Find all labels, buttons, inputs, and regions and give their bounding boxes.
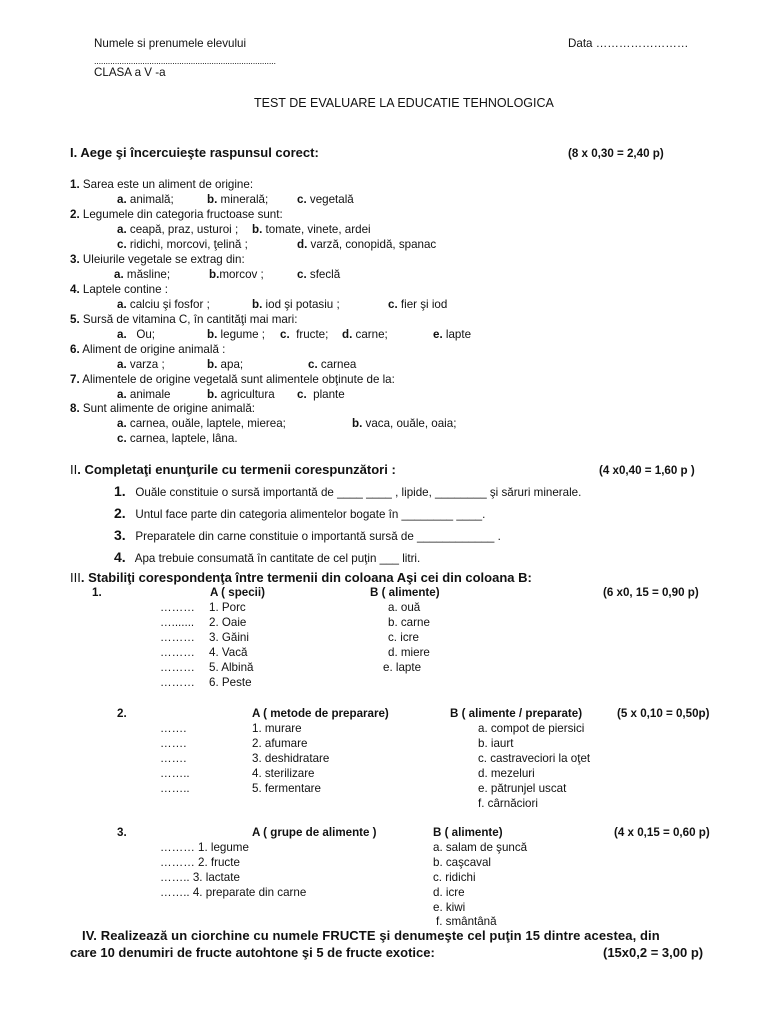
match-2-points: (5 x 0,10 = 0,50p) xyxy=(617,707,710,720)
question-7: 7. Alimentele de origine vegetală sunt alimentele obţinute de la: xyxy=(70,373,395,386)
q1-option-c: c. vegetală xyxy=(297,193,354,206)
match-1-a-item: 3. Găini xyxy=(209,631,249,644)
match-3-b-item: a. salam de şuncă xyxy=(433,841,528,854)
match-1-a-item: 2. Oaie xyxy=(209,616,247,629)
q6-option-c: c. carnea xyxy=(308,358,357,371)
q5-option-e: e. lapte xyxy=(433,328,472,341)
q7-option-c: c. plante xyxy=(297,388,345,401)
q2-option-b: b. tomate, vinete, ardei xyxy=(252,223,371,236)
question-1: 1. Sarea este un aliment de origine: xyxy=(70,178,254,191)
section-1-points: (8 x 0,30 = 2,40 p) xyxy=(568,147,664,160)
match-2-a-item: 4. sterilizare xyxy=(252,767,315,780)
q8-option-b: b. vaca, ouăle, oaia; xyxy=(352,417,457,430)
q4-option-a: a. calciu şi fosfor ; xyxy=(117,298,210,311)
q3-option-b: b.morcov ; xyxy=(209,268,264,281)
q2-option-c: c. ridichi, morcovi, ţelină ; xyxy=(117,238,248,251)
match-3-a-item: ……… 2. fructe xyxy=(160,856,240,869)
q4-option-b: b. iod şi potasiu ; xyxy=(252,298,340,311)
match-1-a-item: 5. Albină xyxy=(209,661,254,674)
q6-option-b: b. apa; xyxy=(207,358,244,371)
q8-option-c: c. carnea, laptele, lâna. xyxy=(117,432,238,445)
section-1-heading: I. Aege şi încercuieşte raspunsul corect: xyxy=(70,145,319,160)
q4-option-c: c. fier şi iod xyxy=(388,298,448,311)
match-1-b-item: b. carne xyxy=(388,616,430,629)
q5-option-c: c. fructe; xyxy=(280,328,329,341)
q5-option-a: a. Ou; xyxy=(117,328,156,341)
section-3-heading: III. Stabiliţi corespondenţa între termenii din coloana Aşi cei din coloana B: xyxy=(70,570,532,585)
match-2-blank: ……. xyxy=(160,752,187,765)
match-1-b-item: d. miere xyxy=(388,646,430,659)
match-3-points: (4 x 0,15 = 0,60 p) xyxy=(614,826,710,839)
name-dotted-line: ............................................................................... xyxy=(94,56,276,66)
q2-option-a: a. ceapă, praz, usturoi ; xyxy=(117,223,239,236)
match-1-points: (6 x0, 15 = 0,90 p) xyxy=(603,586,699,599)
match-2-number: 2. xyxy=(117,707,127,720)
question-6: 6. Aliment de origine animală : xyxy=(70,343,226,356)
match-2-blank: …….. xyxy=(160,767,190,780)
fill-item-1: 1. Ouăle constituie o sursă importantă de ____ ____ , lipide, ________ şi săruri minerale. xyxy=(114,483,582,499)
match-2-b-item: b. iaurt xyxy=(478,737,514,750)
match-2-blank: …….. xyxy=(160,782,190,795)
fill-item-4: 4. Apa trebuie consumată în cantitate de cel puţin ___ litri. xyxy=(114,549,421,565)
match-3-b-item: c. ridichi xyxy=(433,871,476,884)
section-4-line-2: care 10 denumiri de fructe autohtone şi 5 de fructe exotice: xyxy=(70,945,435,960)
match-1-blank: ……… xyxy=(160,646,195,659)
page-title: TEST DE EVALUARE LA EDUCATIE TEHNOLOGICA xyxy=(254,96,554,110)
class-label: CLASA a V -a xyxy=(94,66,166,79)
q8-option-a: a. carnea, ouăle, laptele, mierea; xyxy=(117,417,286,430)
question-4: 4. Laptele contine : xyxy=(70,283,168,296)
match-2-a-item: 2. afumare xyxy=(252,737,308,750)
date-label: Data …………………… xyxy=(568,37,689,50)
match-2-col-b-header: B ( alimente / preparate) xyxy=(450,707,583,720)
section-2-heading: II. Completaţi enunţurile cu termenii corespunzători : xyxy=(70,462,396,477)
q6-option-a: a. varza ; xyxy=(117,358,165,371)
match-3-b-item: b. caşcaval xyxy=(433,856,491,869)
match-3-b-item: e. kiwi xyxy=(433,901,466,914)
question-2: 2. Legumele din categoria fructoase sunt: xyxy=(70,208,283,221)
match-2-col-a-header: A ( metode de preparare) xyxy=(252,707,389,720)
section-4-points: (15x0,2 = 3,00 p) xyxy=(603,945,704,960)
fill-item-3: 3. Preparatele din carne constituie o importantă sursă de ____________ . xyxy=(114,527,501,543)
q2-option-d: d. varză, conopidă, spanac xyxy=(297,238,437,251)
match-2-b-item: c. castraveciori la oţet xyxy=(478,752,591,765)
match-3-b-item: f. smântână xyxy=(436,915,497,928)
q5-option-b: b. legume ; xyxy=(207,328,266,341)
match-1-a-item: 1. Porc xyxy=(209,601,246,614)
match-1-b-item: c. icre xyxy=(388,631,419,644)
match-1-blank: …....... xyxy=(160,616,195,629)
match-3-a-item: …….. 3. lactate xyxy=(160,871,240,884)
q3-option-a: a. măsline; xyxy=(114,268,171,281)
q7-option-b: b. agricultura xyxy=(207,388,275,401)
q7-option-a: a. animale xyxy=(117,388,171,401)
question-3: 3. Uleiurile vegetale se extrag din: xyxy=(70,253,245,266)
match-1-a-item: 6. Peste xyxy=(209,676,252,689)
match-1-blank: ……… xyxy=(160,661,195,674)
question-5: 5. Sursă de vitamina C, în cantităţi mai mari: xyxy=(70,313,298,326)
match-2-a-item: 1. murare xyxy=(252,722,302,735)
section-2-points: (4 x0,40 = 1,60 p ) xyxy=(599,464,695,477)
student-name-label: Numele si prenumele elevului xyxy=(94,37,247,50)
match-2-b-item: d. mezeluri xyxy=(478,767,535,780)
match-3-number: 3. xyxy=(117,826,127,839)
match-1-blank: ……… xyxy=(160,631,195,644)
question-8: 8. Sunt alimente de origine animală: xyxy=(70,402,255,415)
match-2-b-item: f. cârnăciori xyxy=(478,797,538,810)
match-2-blank: ……. xyxy=(160,722,187,735)
match-2-blank: ……. xyxy=(160,737,187,750)
match-2-a-item: 3. deshidratare xyxy=(252,752,330,765)
match-3-b-item: d. icre xyxy=(433,886,465,899)
match-3-a-item: ……… 1. legume xyxy=(160,841,249,854)
match-3-a-item: …….. 4. preparate din carne xyxy=(160,886,307,899)
section-4-line-1: IV. Realizează un ciorchine cu numele FRUCTE şi denumeşte cel puţin 15 dintre acestea, din xyxy=(82,928,660,943)
match-3-col-b-header: B ( alimente) xyxy=(433,826,503,839)
match-1-blank: ……… xyxy=(160,676,195,689)
match-1-a-item: 4. Vacă xyxy=(209,646,248,659)
q1-option-a: a. animală; xyxy=(117,193,174,206)
match-3-col-a-header: A ( grupe de alimente ) xyxy=(252,826,377,839)
q3-option-c: c. sfeclă xyxy=(297,268,341,281)
match-2-b-item: a. compot de piersici xyxy=(478,722,585,735)
match-1-number: 1. xyxy=(92,586,102,599)
match-2-b-item: e. pătrunjel uscat xyxy=(478,782,567,795)
match-1-col-b-header: B ( alimente) xyxy=(370,586,440,599)
fill-item-2: 2. Untul face parte din categoria alimentelor bogate în ________ ____. xyxy=(114,505,486,521)
match-1-b-item: a. ouă xyxy=(388,601,421,614)
q5-option-d: d. carne; xyxy=(342,328,388,341)
q1-option-b: b. minerală; xyxy=(207,193,269,206)
match-2-a-item: 5. fermentare xyxy=(252,782,321,795)
match-1-blank: ……… xyxy=(160,601,195,614)
match-1-b-item: e. lapte xyxy=(383,661,422,674)
match-1-col-a-header: A ( specii) xyxy=(210,586,265,599)
